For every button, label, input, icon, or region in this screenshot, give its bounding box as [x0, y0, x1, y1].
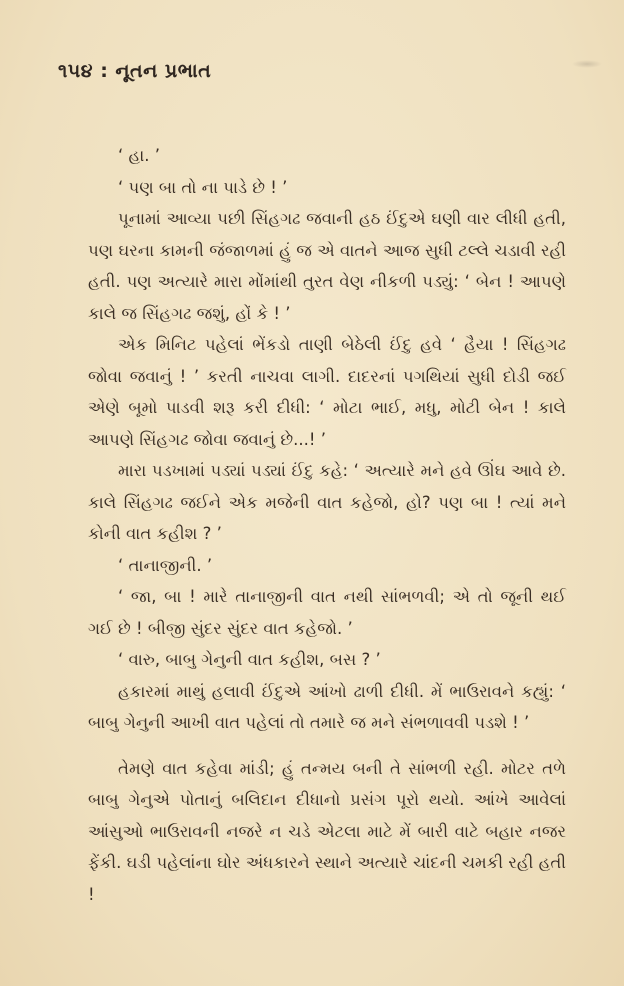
paragraph: હકારમાં માથું હલાવી ઈંદુએ આંખો ઢાળી દીધી. મેં ભાઉરાવને કહ્યું: ‘ બાબુ ગેનુની આખી વાત પહેલાં તો તમારે જ મને સંભળાવવી પડશે ! ’	[88, 681, 566, 732]
paragraph: મારા પડખામાં પડ્યાં પડ્યાં ઈંદુ કહે: ‘ અત્યારે મને હવે ઊંઘ આવે છે. કાલે સિંહગઢ જઈને એક મજેની વાત કહેજો, હો? પણ બા ! ત્યાં મને કોની વાત કહીશ ? ’	[88, 461, 566, 543]
paragraph: ‘ પણ બા તો ના પાડે છે ! ’	[118, 177, 288, 197]
paragraph: તેમણે વાત કહેવા માંડી; હું તન્મય બની તે સાંભળી રહી. મોટર તળે બાબુ ગેનુએ પોતાનું બલિદાન દીધાનો પ્રસંગ પૂરો થયો. આંખે આવેલાં આંસુઓ ભાઉરાવની નજરે ન ચડે એટલા માટે મેં બારી વાટે બહાર નજર ફેંકી. ઘડી પહેલાંના ઘોર અંધકારને સ્થાને અત્યારે ચાંદની ચમકી રહી હતી !	[88, 758, 566, 904]
running-head: ૧૫૪ : નૂતન પ્રભાત	[58, 60, 212, 82]
paragraph: પૂનામાં આવ્યા પછી સિંહગઢ જવાની હઠ ઈંદુએ ઘણી વાર લીધી હતી, પણ ઘરના કામની જંજાળમાં હું જ એ વાતને આજ સુધી ટલ્લે ચડાવી રહી હતી. પણ અત્યારે મારા મોંમાંથી તુરત વેણ નીકળી પડ્યું: ‘ બેન ! આપણે કાલે જ સિંહગઢ જશું, હોં કે ! ’	[88, 209, 566, 323]
paragraph: ‘ જા, બા ! મારે તાનાજીની વાત નથી સાંભળવી; એ તો જૂની થઈ ગઈ છે ! બીજી સુંદર સુંદર વાત કહેજો. ’	[88, 587, 566, 638]
body-text	[88, 140, 566, 910]
paragraph: ‘ વારુ, બાબુ ગેનુની વાત કહીશ, બસ ? ’	[118, 650, 381, 669]
paragraph: ‘ હા. ’	[118, 146, 160, 165]
page-smudge	[572, 60, 602, 68]
paragraph: એક મિનિટ પહેલાં ભેંકડો તાણી બેઠેલી ઈંદુ હવે ‘ હૈયા ! સિંહગઢ જોવા જવાનું ! ’ કરતી નાચવા લાગી. દાદરનાં પગથિયાં સુધી દોડી જઈ એણે બૂમો પાડવી શરૂ કરી દીધી: ‘ મોટા ભાઈ, મધુ, મોટી બેન ! કાલે આપણે સિંહગઢ જોવા જવાનું છે...! ’	[88, 335, 566, 449]
paragraph: ‘ તાનાજીની. ’	[118, 555, 213, 575]
